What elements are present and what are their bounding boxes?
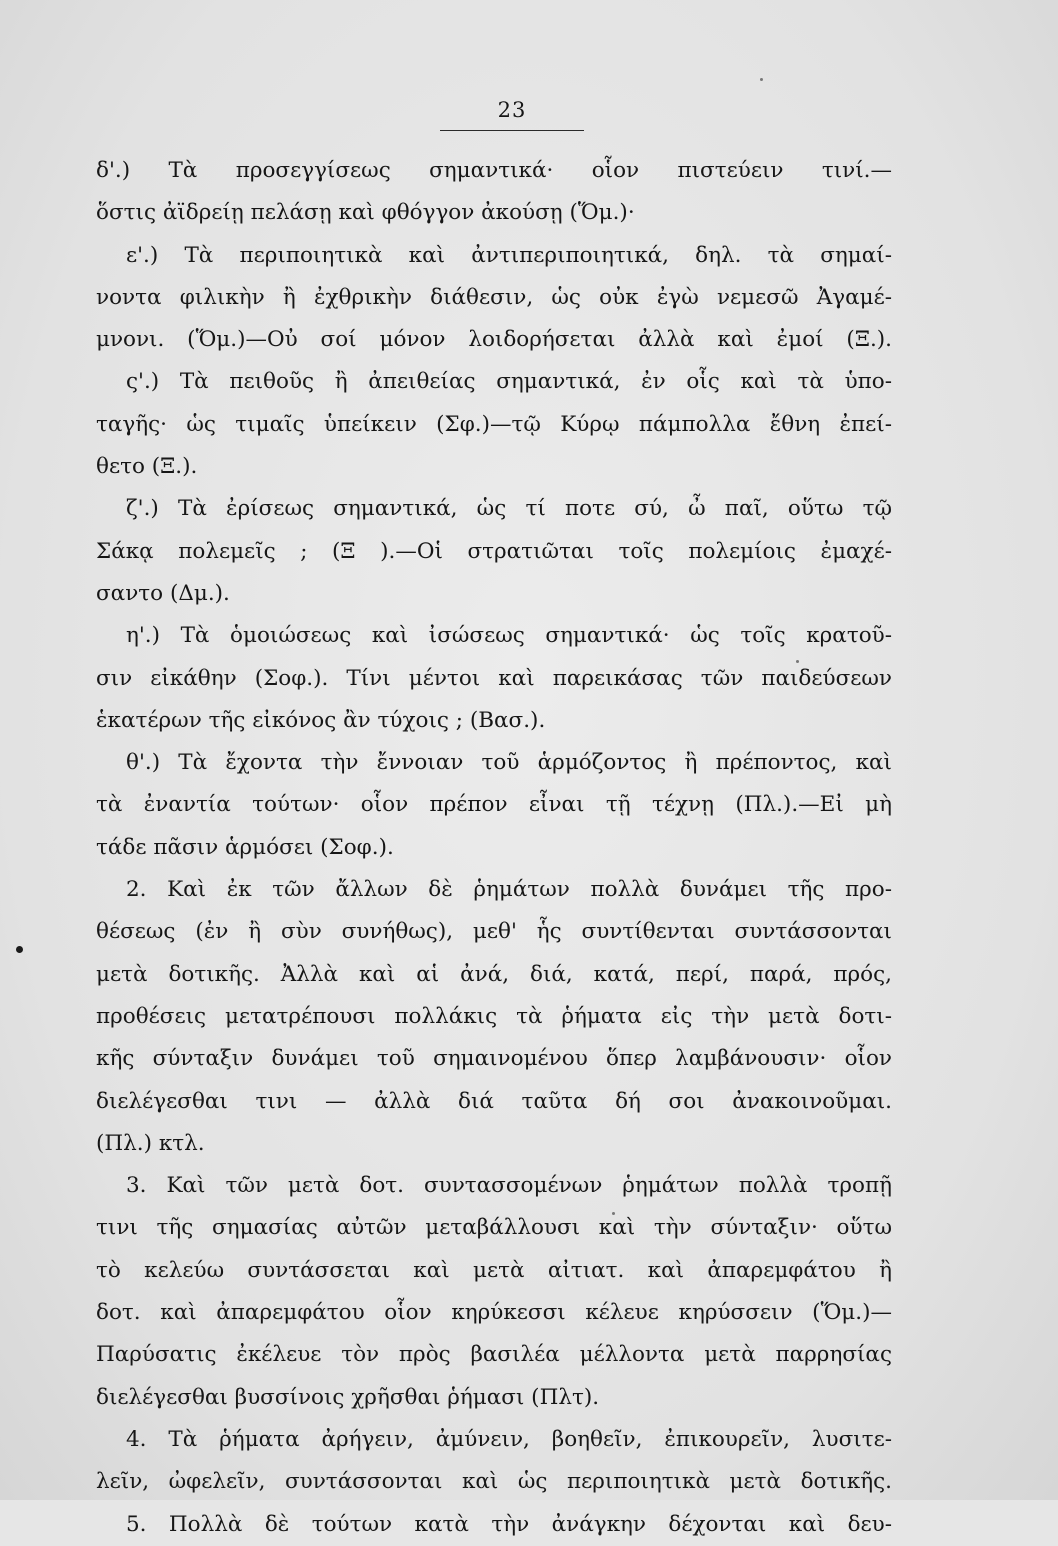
text-line: σιν εἰκάθην (Σοφ.). Τίνι μέντοι καὶ παρεικάσας τῶν παιδεύσεων	[96, 665, 892, 691]
text-line: σαντο (Δμ.).	[96, 580, 230, 606]
text-line: διελέγεσθαι τινι — ἀλλὰ διά ταῦτα δή σοι ἀνακοινοῦμαι.	[96, 1088, 892, 1114]
text-line: 5. Πολλὰ δὲ τούτων κατὰ τὴν ἀνάγκην δέχονται καὶ δευ-	[126, 1511, 892, 1537]
text-line: τὸ κελεύω συντάσσεται καὶ μετὰ αἰτιατ. καὶ ἀπαρεμφάτου ἢ	[96, 1257, 892, 1283]
text-line: προθέσεις μετατρέπουσι πολλάκις τὰ ῥήματα εἰς τὴν μετὰ δοτι-	[96, 1003, 892, 1029]
text-line: 4. Τὰ ῥήματα ἀρήγειν, ἀμύνειν, βοηθεῖν, ἐπικουρεῖν, λυσιτε-	[126, 1426, 892, 1452]
text-line: τὰ ἐναντία τούτων· οἷον πρέπον εἶναι τῇ τέχνῃ (Πλ.).—Εἰ μὴ	[96, 792, 892, 818]
text-line: ε'.) Τὰ περιποιητικὰ καὶ ἀντιπεριποιητικά, δηλ. τὰ σημαί-	[126, 242, 892, 268]
text-line: λεῖν, ὠφελεῖν, συντάσσονται καὶ ὡς περιποιητικὰ μετὰ δοτικῆς.	[96, 1469, 892, 1495]
text-line: ὅστις ἀϊδρείῃ πελάσῃ καὶ φθόγγον ἀκούσῃ (Ὅμ.)·	[96, 200, 635, 226]
text-line: δ'.) Τὰ προσεγγίσεως σημαντικά· οἷον πιστεύειν τινί.—	[96, 158, 892, 183]
text-line: Σάκᾳ πολεμεῖς ; (Ξ ).—Οἱ στρατιῶται τοῖς πολεμίοις ἐμαχέ-	[96, 538, 892, 564]
text-line: Παρύσατις ἐκέλευε τὸν πρὸς βασιλέα μέλλοντα μετὰ παρρησίας	[96, 1342, 892, 1368]
header-rule	[440, 130, 584, 131]
text-line: τινι τῆς σημασίας αὐτῶν μεταβάλλουσι καὶ τὴν σύνταξιν· οὕτω	[96, 1215, 892, 1241]
text-line: θετο (Ξ.).	[96, 454, 198, 480]
text-line: η'.) Τὰ ὁμοιώσεως καὶ ἰσώσεως σημαντικά· ὡς τοῖς κρατοῦ-	[126, 623, 892, 649]
text-line: ταγῆς· ὡς τιμαῖς ὑπείκειν (Σφ.)—τῷ Κύρῳ πάμπολλα ἔθνη ἐπεί-	[96, 411, 892, 437]
text-line: ζ'.) Τὰ ἐρίσεως σημαντικά, ὡς τί ποτε σύ, ὦ παῖ, οὕτω τῷ	[126, 496, 892, 522]
text-line: ς'.) Τὰ πειθοῦς ἢ ἀπειθείας σημαντικά, ἐν οἷς καὶ τὰ ὑπο-	[126, 369, 892, 395]
text-line: δοτ. καὶ ἀπαρεμφάτου οἷον κηρύκεσσι κέλευε κηρύσσειν (Ὅμ.)—	[96, 1300, 892, 1326]
text-line: θ'.) Τὰ ἔχοντα τὴν ἔννοιαν τοῦ ἁρμόζοντος ἢ πρέποντος, καὶ	[126, 750, 892, 776]
text-line: θέσεως (ἐν ἢ σὺν συνήθως), μεθ' ἧς συντίθενται συντάσσονται	[96, 919, 892, 945]
text-line: μνονι. (Ὅμ.)—Οὐ σοί μόνον λοιδορήσεται ἀλλὰ καὶ ἐμοί (Ξ.).	[96, 327, 892, 353]
margin-ink-dot	[16, 946, 23, 953]
text-line: μετὰ δοτικῆς. Ἀλλὰ καὶ αἱ ἀνά, διά, κατά, περί, παρά, πρός,	[96, 961, 892, 987]
text-line: νοντα φιλικὴν ἢ ἐχθρικὴν διάθεσιν, ὡς οὐκ ἐγὼ νεμεσῶ Ἀγαμέ-	[96, 284, 892, 310]
paper-speck	[760, 78, 763, 81]
text-line: 2. Καὶ ἐκ τῶν ἄλλων δὲ ῥημάτων πολλὰ δυνάμει τῆς προ-	[126, 877, 892, 903]
text-line: (Πλ.) κτλ.	[96, 1130, 205, 1156]
text-line: ἑκατέρων τῆς εἰκόνος ἂν τύχοις ; (Βασ.).	[96, 707, 546, 733]
text-line: τάδε πᾶσιν ἁρμόσει (Σοφ.).	[96, 834, 394, 860]
text-line: 3. Καὶ τῶν μετὰ δοτ. συντασσομένων ῥημάτων πολλὰ τροπῇ	[126, 1173, 892, 1199]
text-line: κῆς σύνταξιν δυνάμει τοῦ σημαινομένου ὅπερ λαμβάνουσιν· οἷον	[96, 1046, 892, 1072]
body-text	[96, 150, 892, 1546]
text-line: διελέγεσθαι βυσσίνοις χρῆσθαι ῥήμασι (Πλτ).	[96, 1384, 600, 1410]
page-number: 23	[497, 98, 527, 122]
